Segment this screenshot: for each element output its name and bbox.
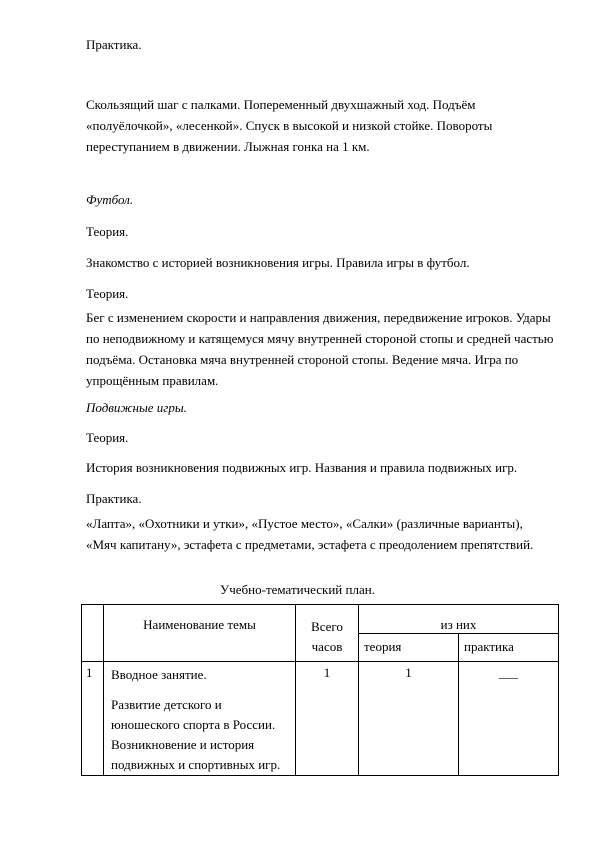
paragraph-theory-heading-2: Теория. <box>86 286 129 301</box>
paragraph-football-practice: Бег с изменением скорости и направления движения, передвижение игроков. Удары по неподвижному и катящемуся мячу внутренней стороной стопы и средней частью подъёма. Остановка мяча внутренней стороной стопы. Ведение мяча. Игра по упрощённым правилам. <box>86 310 554 388</box>
row-num: 1 <box>82 662 104 776</box>
paragraph-football-theory: Знакомство с историей возникновения игры. Правила игры в футбол. <box>86 255 470 270</box>
section-mobile-games-heading: Подвижные игры. <box>86 400 187 415</box>
table-header-row <box>82 605 559 634</box>
plan-title: Учебно-тематический план. <box>220 582 375 597</box>
section-football-heading: Футбол. <box>86 192 134 207</box>
row-practice: ___ <box>459 662 559 776</box>
paragraph-theory-heading-3: Теория. <box>86 430 129 445</box>
row-theory: 1 <box>359 662 459 776</box>
header-name-cell: Наименование темы <box>104 605 296 662</box>
row-topic <box>104 662 296 776</box>
table-row <box>82 662 559 776</box>
paragraph-theory-heading: Теория. <box>86 224 129 239</box>
plan-table <box>81 604 559 776</box>
header-num-cell <box>82 605 104 662</box>
header-theory-cell: теория <box>359 634 459 662</box>
paragraph-games-theory: История возникновения подвижных игр. Названия и правила подвижных игр. <box>86 460 518 475</box>
row-topic-description: Развитие детского и юношеского спорта в России. Возникновение и история подвижных и спортивных игр. <box>111 697 281 772</box>
header-group-cell: из них <box>359 605 559 634</box>
paragraph-practice-heading-2: Практика. <box>86 491 142 506</box>
row-total: 1 <box>296 662 359 776</box>
paragraph-ski-practice: Скользящий шаг с палками. Попеременный двухшажный ход. Подъём «полуёлочкой», «лесенкой». Спуск в высокой и низкой стойке. Повороты переступанием в движении. Лыжная гонка на 1 км. <box>86 97 493 154</box>
paragraph-practice-heading: Практика. <box>86 37 142 52</box>
header-total-cell: Всего часов <box>296 605 359 662</box>
header-practice-cell: практика <box>459 634 559 662</box>
paragraph-games-practice: «Лапта», «Охотники и утки», «Пустое место», «Салки» (различные варианты), «Мяч капитану», эстафета с предметами, эстафета с преодолением препятствий. <box>86 516 534 552</box>
row-topic-title: Вводное занятие. <box>111 667 207 682</box>
